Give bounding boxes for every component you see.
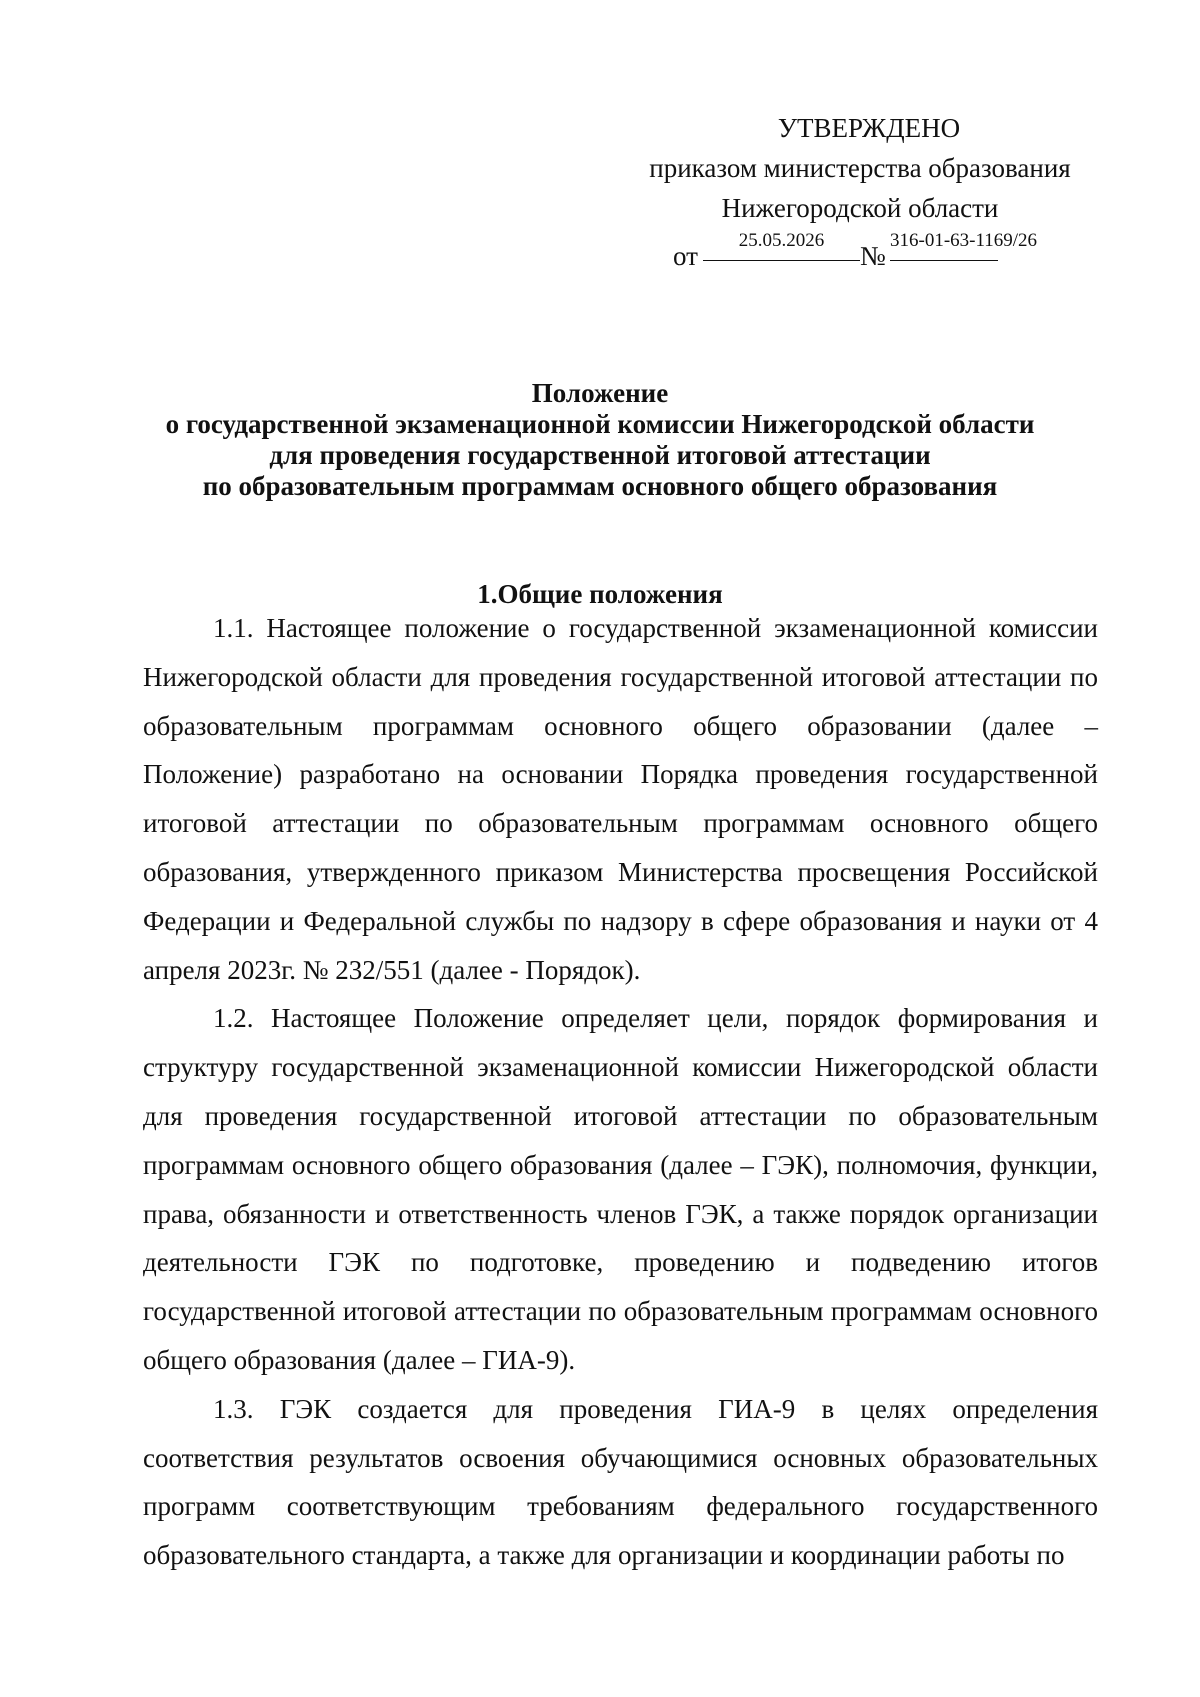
- approval-date-number-row: [620, 230, 1100, 274]
- title-line-3: для проведения государственной итоговой аттестации: [269, 440, 931, 470]
- approval-region-line: Нижегородской области: [721, 193, 999, 223]
- from-label: от: [673, 241, 698, 271]
- approval-stamp-block: [620, 108, 1100, 274]
- paragraph-1-3: 1.3. ГЭК создается для проведения ГИА-9 в целях определения соответствия результатов освоения обучающимися основных образовательных программ соответствующим требованиям федерального государственного образовательного стандарта, а также для организации и координации работы по: [143, 1393, 1098, 1571]
- approval-order-line: приказом министерства образования: [649, 153, 1071, 183]
- paragraph-1-2: 1.2. Настоящее Положение определяет цели, порядок формирования и структуру государственной экзаменационной комиссии Нижегородской области для проведения государственной итоговой аттестации по образовательным программам основного общего образования (далее – ГЭК), полномочия, функции, права, обязанности и ответственность членов ГЭК, а также порядок организации деятельности ГЭК по подготовке, проведению и подведению итогов государственной итоговой аттестации по образовательным программам основного общего образования (далее – ГИА-9).: [143, 1003, 1098, 1375]
- title-line-4: по образовательным программам основного общего образования: [202, 471, 998, 501]
- paragraph-1-1: 1.1. Настоящее положение о государственной экзаменационной комиссии Нижегородской области для проведения государственной итоговой аттестации по образовательным программам основного общего образовании (далее – Положение) разработано на основании Порядка проведения государственной итоговой аттестации по образовательным программам основного общего образования, утвержденного приказом Министерства просвещения Российской Федерации и Федеральной службы по надзору в сфере образования и науки от 4 апреля 2023г. № 232/551 (далее - Порядок).: [143, 613, 1098, 985]
- order-date-field: 25.05.2026: [703, 230, 860, 261]
- document-title: [120, 378, 1080, 502]
- title-line-2: о государственной экзаменационной комиссии Нижегородской области: [165, 409, 1035, 439]
- number-sign-label: №: [860, 241, 886, 271]
- section-body: [143, 604, 1098, 1580]
- order-number-field: 316-01-63-1169/26: [890, 230, 998, 261]
- section-heading: 1.Общие положения: [477, 579, 723, 609]
- approved-label: УТВЕРЖДЕНО: [777, 113, 961, 143]
- title-line-1: Положение: [531, 378, 669, 408]
